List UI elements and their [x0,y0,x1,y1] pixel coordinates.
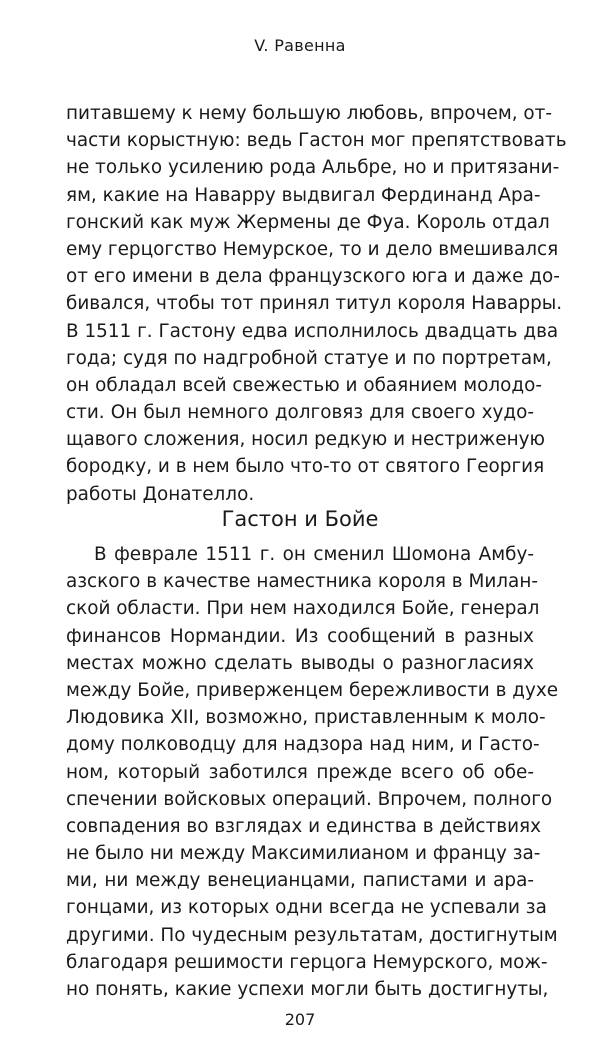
text-line: между Бойе, приверженцем бережливости в духе [66,679,559,701]
text-line: финансов Нормандии. Из сообщений в разных [66,625,534,647]
section-title: Гастон и Бойе [221,507,379,531]
text-line: совпадения во взглядах и единства в действиях [66,815,541,837]
text-line: бивался, чтобы тот принял титул короля Наварры. [66,293,563,315]
text-line: он обладал всей свежестью и обаянием молодо- [66,374,542,396]
text-line: азского в качестве наместника короля в Милан- [66,571,538,593]
text-line: бородку, и в нем было что-то от святого Георгия [66,456,545,478]
text-line: ему герцогство Немурское, то и дело вмешивался [66,238,559,260]
text-line: другими. По чудесным результатам, достигнутым [66,924,558,946]
text-line: В феврале 1511 г. он сменил Шомона Амбу- [94,544,534,565]
text-line: щавого сложения, носил редкую и нестриженую [66,429,545,451]
paragraph-1 [66,100,567,508]
text-line: от его имени в дела французского юга и даже до- [66,266,560,288]
text-line: года; судя по надгробной статуе и по портретам, [66,347,552,369]
text-line: спечении войсковых операций. Впрочем, полного [66,788,553,810]
text-line: гонский как муж Жермены де Фуа. Король отдал [66,211,550,233]
text-line: питавшему к нему большую любовь, впрочем, от- [66,103,552,124]
text-line: местах можно сделать выводы о разногласиях [66,652,534,674]
text-line: не только усилению рода Альбре, но и притязани- [66,157,560,179]
text-line: благодаря решимости герцога Немурского, мож- [66,951,548,973]
paragraph-2 [66,541,559,1003]
text-line: В 1511 г. Гастону едва исполнилось двадцать два [66,320,559,342]
running-head: V. Равенна [254,36,346,55]
page-number: 207 [284,1010,316,1029]
text-line: части корыстную: ведь Гастон мог препятствовать [66,130,567,152]
text-line: Людовика XII, возможно, приставленным к моло- [66,707,546,729]
text-line: ской области. При нем находился Бойе, генерал [66,598,540,620]
text-line: ми, ни между венецианцами, папистами и ара- [66,870,534,892]
text-line: ном, который заботился прежде всего об обе- [66,761,534,783]
text-line: гонцами, из которых одни всегда не успевали за [66,897,547,919]
text-line: дому полководцу для надзора над ним, и Гасто- [66,734,540,756]
text-line: но понять, какие успехи могли быть достигнуты, [66,979,549,1000]
text-line: работы Донателло. [66,483,255,505]
text-line: ям, какие на Наварру выдвигал Фердинанд Ара- [66,184,541,206]
text-line: не было ни между Максимилианом и францу за- [66,843,541,865]
text-line: сти. Он был немного долговяз для своего худо- [66,402,534,424]
